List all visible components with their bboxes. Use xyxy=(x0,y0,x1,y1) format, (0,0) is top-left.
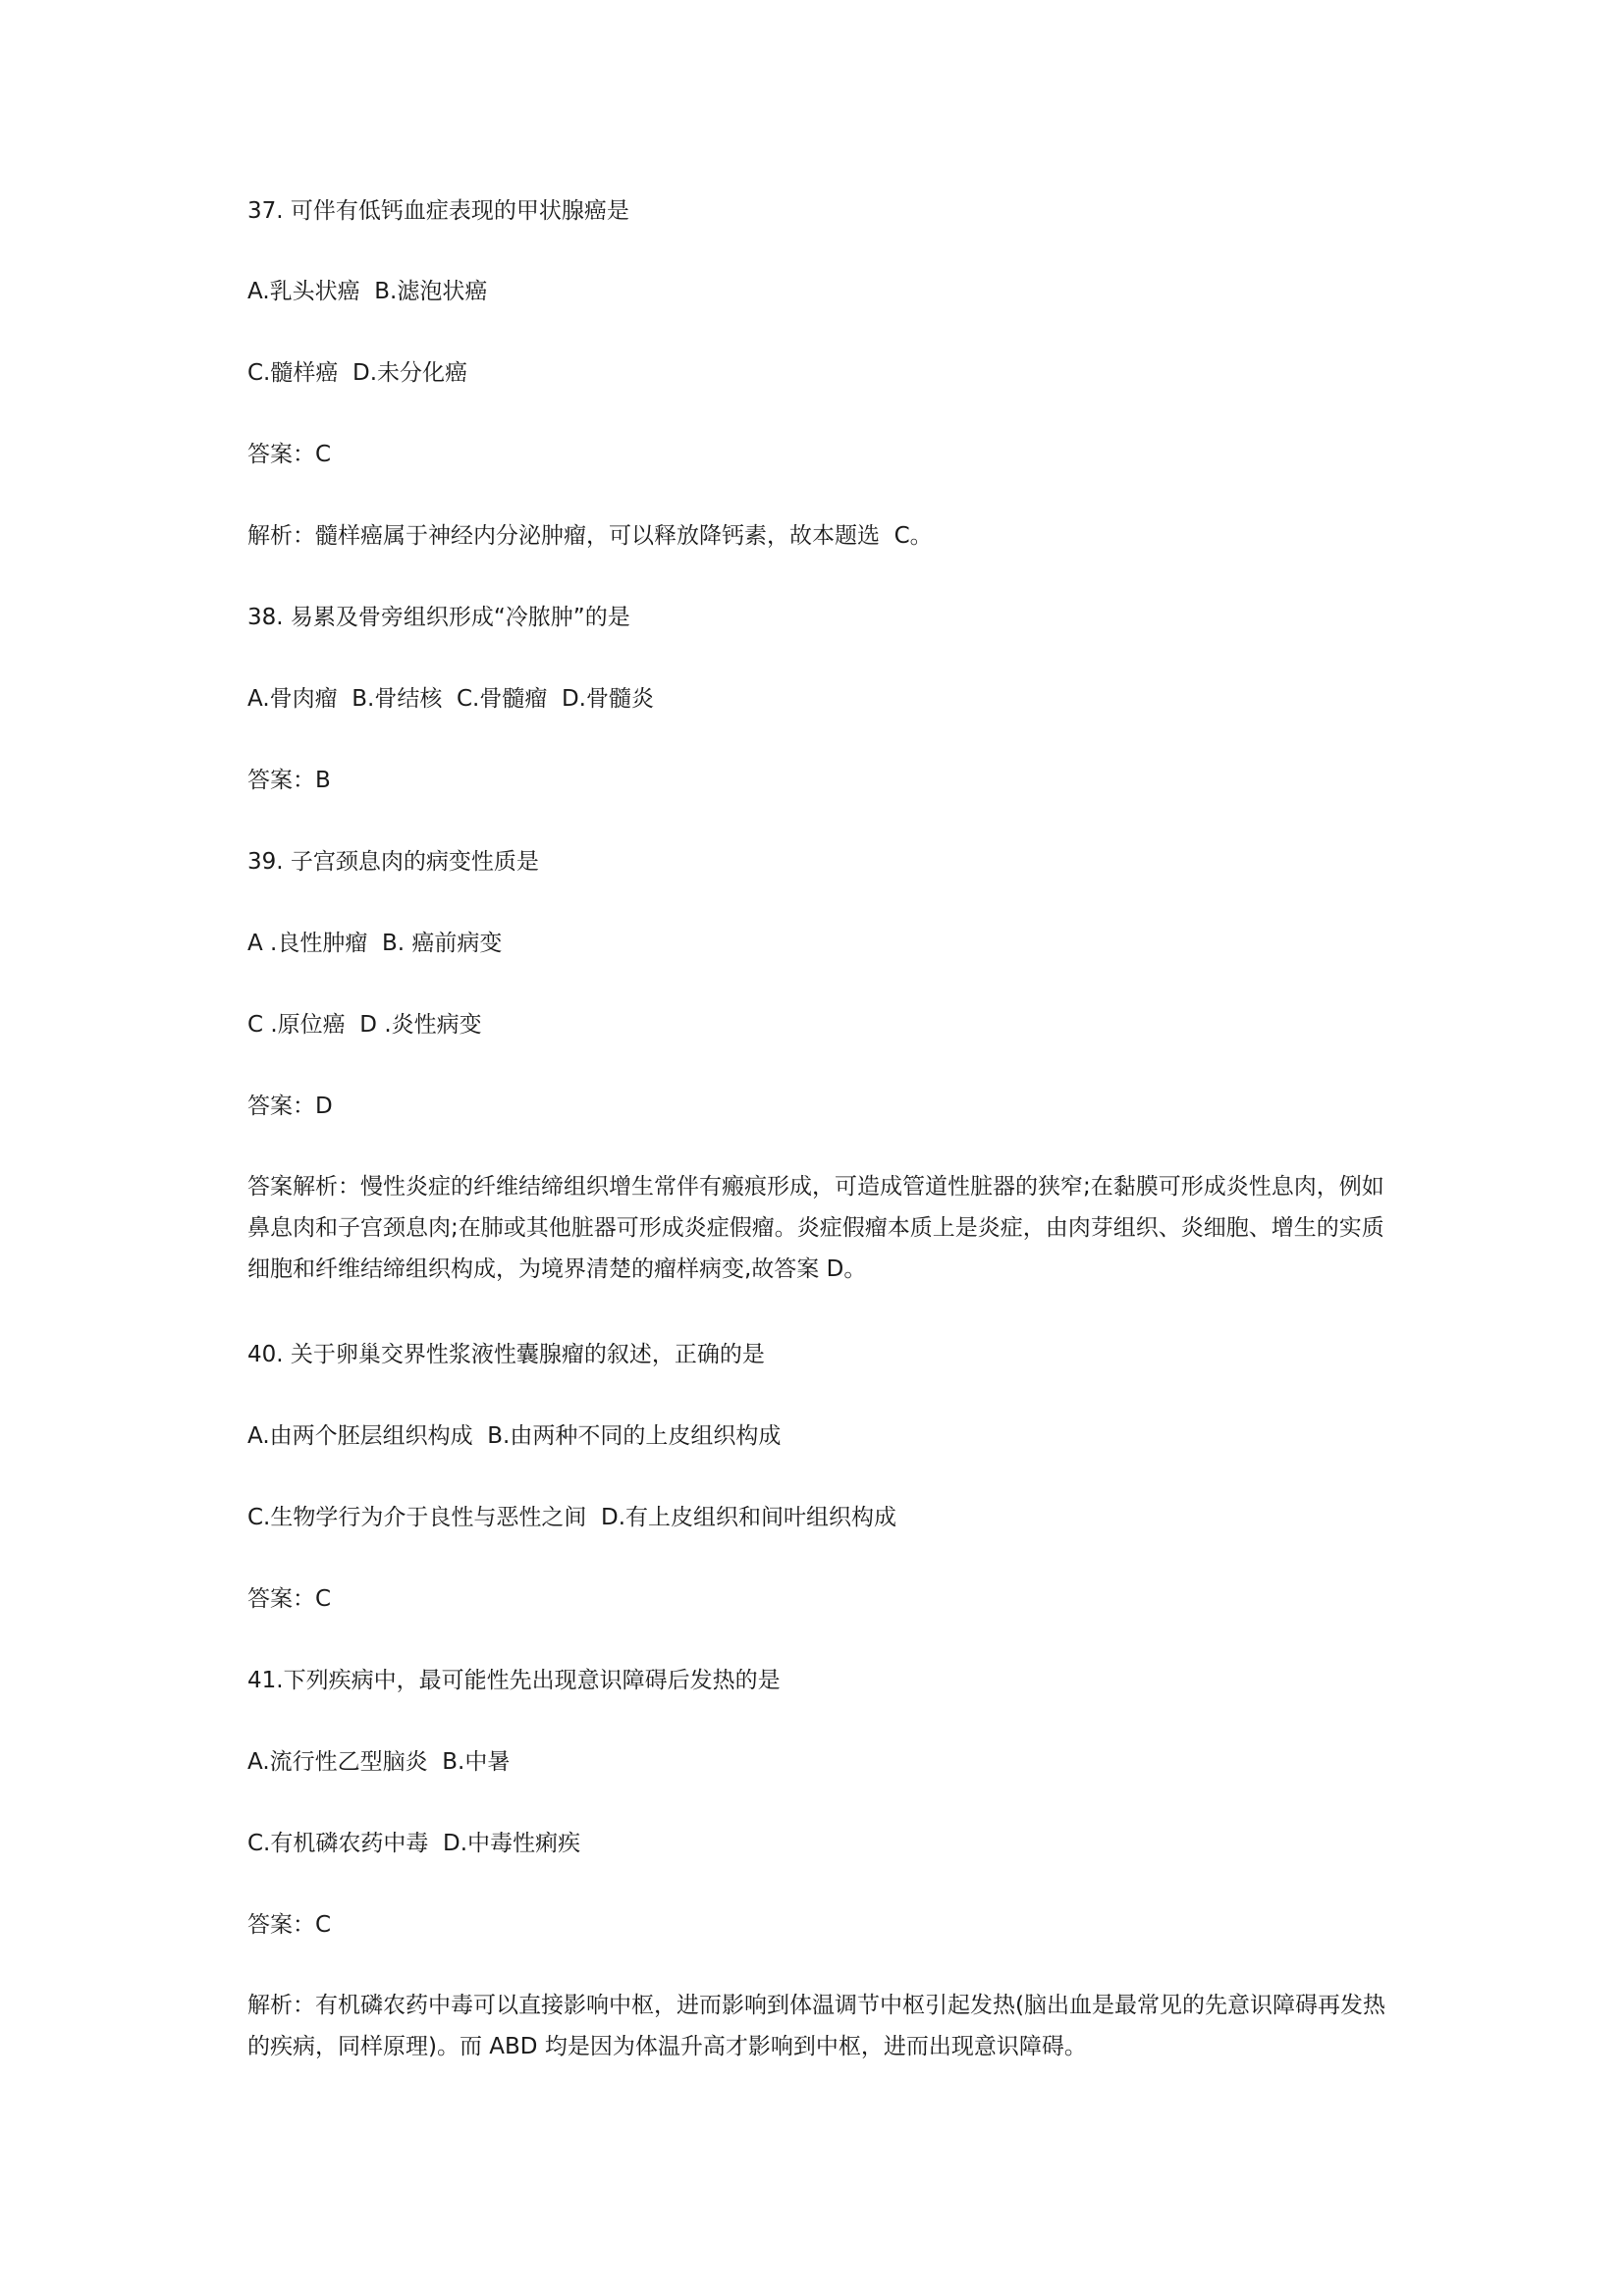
question-40-answer: 答案：C xyxy=(247,1586,332,1612)
question-41-stem: 41.下列疾病中，最可能性先出现意识障碍后发热的是 xyxy=(247,1668,781,1693)
question-39-options-ab: A .良性肿瘤 B. 癌前病变 xyxy=(247,931,503,956)
question-41-options-cd: C.有机磷农药中毒 D.中毒性痢疾 xyxy=(247,1831,581,1856)
question-37-answer: 答案：C xyxy=(247,442,332,467)
question-37-options-ab: A.乳头状癌 B.滤泡状癌 xyxy=(247,279,488,304)
question-40-options-ab: A.由两个胚层组织构成 B.由两种不同的上皮组织构成 xyxy=(247,1423,782,1449)
question-39-options-cd: C .原位癌 D .炎性病变 xyxy=(247,1012,482,1038)
question-37-explanation: 解析：髓样癌属于神经内分泌肿瘤，可以释放降钙素，故本题选 C。 xyxy=(247,523,933,549)
question-38-stem: 38. 易累及骨旁组织形成“冷脓肿”的是 xyxy=(247,605,630,630)
question-39-answer: 答案：D xyxy=(247,1094,333,1119)
question-41-answer: 答案：C xyxy=(247,1912,332,1938)
question-41-explanation: 解析：有机磷农药中毒可以直接影响中枢，进而影响到体温调节中枢引起发热(脑出血是最常见的先意识障碍再发热的疾病，同样原理)。而 ABD 均是因为体温升高才影响到中枢，进而出现意识障碍。 xyxy=(247,1993,1385,2059)
question-40-stem: 40. 关于卵巢交界性浆液性囊腺瘤的叙述，正确的是 xyxy=(247,1342,765,1367)
question-37-stem: 37. 可伴有低钙血症表现的甲状腺癌是 xyxy=(247,198,629,224)
question-41-options-ab: A.流行性乙型脑炎 B.中暑 xyxy=(247,1749,511,1775)
question-40-options-cd: C.生物学行为介于良性与恶性之间 D.有上皮组织和间叶组织构成 xyxy=(247,1505,897,1530)
question-38-options: A.骨肉瘤 B.骨结核 C.骨髓瘤 D.骨髓炎 xyxy=(247,686,654,712)
question-37-options-cd: C.髓样癌 D.未分化癌 xyxy=(247,360,468,386)
question-38-answer: 答案：B xyxy=(247,768,331,793)
question-39-explanation: 答案解析：慢性炎症的纤维结缔组织增生常伴有瘢痕形成，可造成管道性脏器的狭窄;在黏膜可形成炎性息肉，例如鼻息肉和子宫颈息肉;在肺或其他脏器可形成炎症假瘤。炎症假瘤本质上是炎症，由肉芽组织、炎细胞、增生的实质细胞和纤维结缔组织构成，为境界清楚的瘤样病变,故答案 D。 xyxy=(247,1174,1384,1282)
question-39-stem: 39. 子宫颈息肉的病变性质是 xyxy=(247,849,539,875)
